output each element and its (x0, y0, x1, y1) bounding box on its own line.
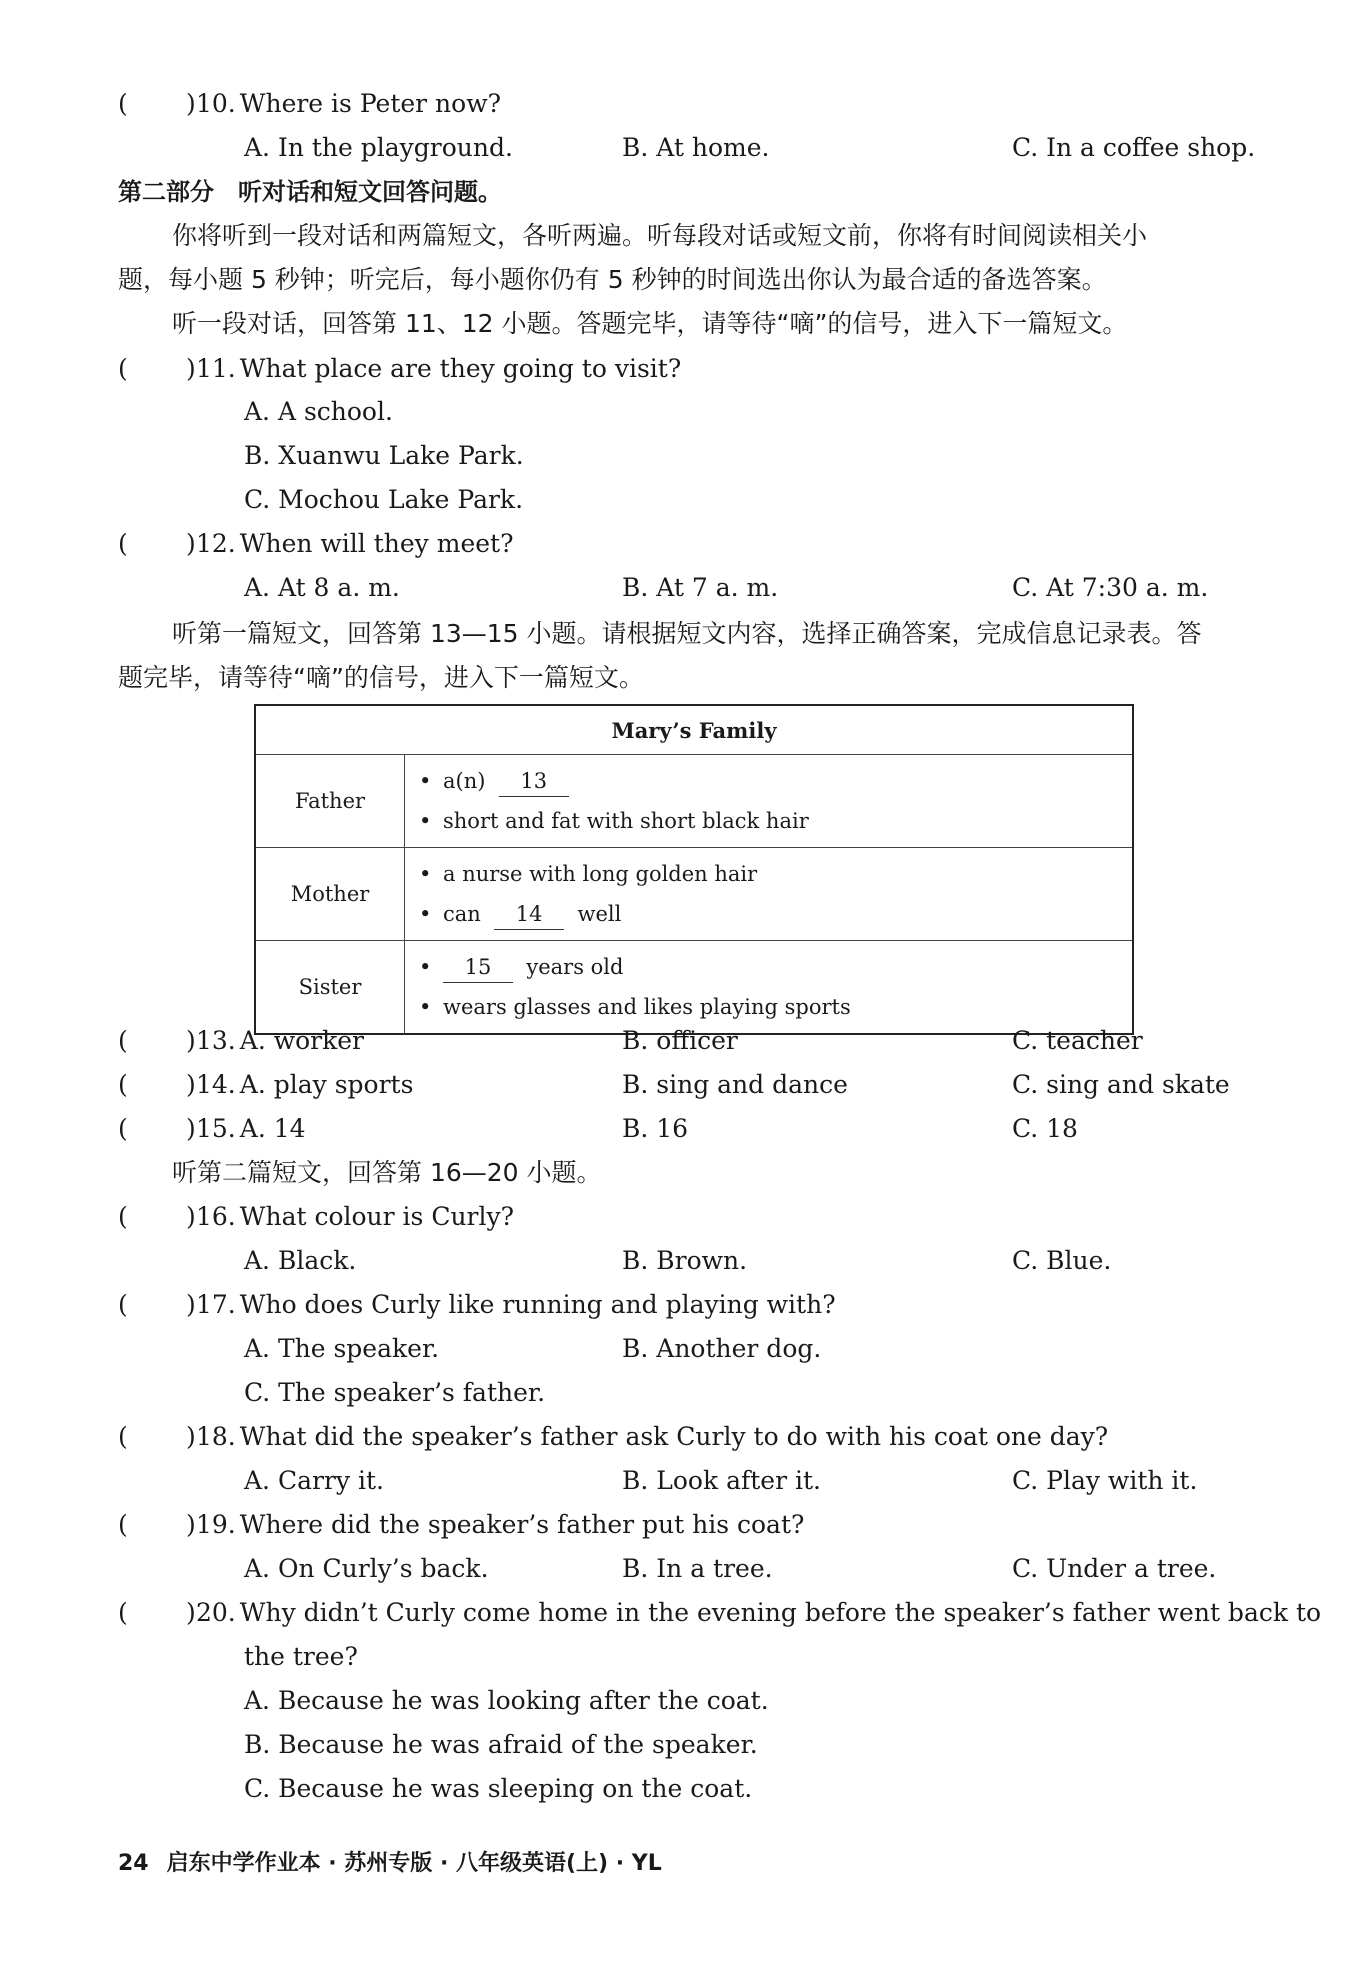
option-b: B. 16 (622, 1114, 689, 1143)
option-c: C. In a coffee shop. (1012, 133, 1256, 162)
answer-paren-open[interactable]: ( (118, 1202, 128, 1231)
question-number: 16. (196, 1202, 236, 1231)
option-c: C. The speaker’s father. (244, 1378, 546, 1407)
answer-paren-open[interactable]: ( (118, 1598, 128, 1627)
option-b: B. In a tree. (622, 1554, 773, 1583)
question-15 (0, 1107, 1350, 1151)
dialogue-instructions (0, 302, 1350, 346)
option-a-row (0, 390, 1350, 434)
question-18-options (0, 1459, 1350, 1503)
answer-paren-open[interactable]: ( (118, 1510, 128, 1539)
option-b: B. Look after it. (622, 1466, 821, 1495)
answer-paren-open[interactable]: ( (118, 354, 128, 383)
bullet-icon: • (419, 769, 432, 793)
answer-paren-close: ) (186, 1026, 196, 1055)
question-10 (0, 82, 1350, 126)
instructions-text: 听第一篇短文，回答第 13—15 小题。请根据短文内容，选择正确答案，完成信息记录表。答 (172, 619, 1202, 648)
option-a: A. Carry it. (244, 1466, 384, 1495)
option-c: C. Mochou Lake Park. (244, 485, 524, 514)
page-footer (118, 1846, 662, 1877)
info-record-table (254, 704, 1134, 1035)
question-text: What place are they going to visit? (239, 354, 682, 383)
answer-paren-open[interactable]: ( (118, 529, 128, 558)
section-title: 第二部分 听对话和短文回答问题。 (118, 178, 502, 206)
question-number: 15. (196, 1114, 236, 1143)
answer-paren-close: ) (186, 354, 196, 383)
option-b: B. sing and dance (622, 1070, 848, 1099)
blank-15[interactable]: 15 (443, 952, 513, 983)
row-label: Father (255, 755, 405, 848)
question-number: 10. (196, 89, 236, 118)
passage-2-instructions (0, 1151, 1350, 1195)
bullet-icon: • (419, 955, 432, 979)
option-a: A. The speaker. (244, 1334, 440, 1363)
question-13 (0, 1019, 1350, 1063)
option-c: C. At 7:30 a. m. (1012, 573, 1209, 602)
question-12 (0, 522, 1350, 566)
table-row-sister: Sister • 15 years old • wears glasses and likes playing sports (255, 941, 1133, 1035)
question-20-option-c-row (0, 1767, 1350, 1811)
question-17 (0, 1283, 1350, 1327)
question-16-options (0, 1239, 1350, 1283)
question-text: What colour is Curly? (239, 1202, 515, 1231)
bullet-icon: • (419, 809, 432, 833)
row-label: Sister (255, 941, 405, 1035)
page-number: 24 (118, 1851, 149, 1876)
answer-paren-close: ) (186, 89, 196, 118)
option-c: C. Because he was sleeping on the coat. (244, 1774, 753, 1803)
table-title: Mary’s Family (255, 705, 1133, 755)
bullet-icon: • (419, 902, 432, 926)
instructions-text: 听第二篇短文，回答第 16—20 小题。 (172, 1158, 602, 1187)
question-number: 18. (196, 1422, 236, 1451)
option-b: B. Xuanwu Lake Park. (244, 441, 524, 470)
answer-paren-close: ) (186, 1202, 196, 1231)
option-a: A. Black. (244, 1246, 357, 1275)
option-b: B. officer (622, 1026, 738, 1055)
question-20-option-b-row (0, 1723, 1350, 1767)
book-title: 启东中学作业本 · 苏州专版 · 八年级英语(上) · YL (166, 1851, 662, 1876)
option-a: A. worker (239, 1026, 365, 1055)
question-17-options (0, 1327, 1350, 1371)
option-b: B. Because he was afraid of the speaker. (244, 1730, 758, 1759)
question-20 (0, 1591, 1350, 1635)
option-a: A. A school. (244, 397, 393, 426)
question-text: When will they meet? (239, 529, 514, 558)
answer-paren-open[interactable]: ( (118, 1422, 128, 1451)
question-19-options (0, 1547, 1350, 1591)
option-b: B. At home. (622, 133, 770, 162)
question-12-options (0, 566, 1350, 610)
answer-paren-close: ) (186, 1510, 196, 1539)
option-a: A. On Curly’s back. (244, 1554, 489, 1583)
passage-1-instructions-2 (0, 656, 1350, 700)
passage-1-instructions-1 (0, 612, 1350, 656)
question-18 (0, 1415, 1350, 1459)
answer-paren-close: ) (186, 529, 196, 558)
option-a: A. play sports (239, 1070, 414, 1099)
option-b-row (0, 434, 1350, 478)
instructions-text: 听一段对话，回答第 11、12 小题。答题完毕，请等待“嘀”的信号，进入下一篇短文。 (172, 309, 1128, 338)
answer-paren-open[interactable]: ( (118, 89, 128, 118)
question-text: Where is Peter now? (239, 89, 502, 118)
question-number: 13. (196, 1026, 236, 1055)
option-c: C. Under a tree. (1012, 1554, 1217, 1583)
section-header (0, 170, 1350, 214)
answer-paren-open[interactable]: ( (118, 1114, 128, 1143)
question-text: What did the speaker’s father ask Curly to do with his coat one day? (239, 1422, 1109, 1451)
option-c: C. sing and skate (1012, 1070, 1230, 1099)
question-number: 14. (196, 1070, 236, 1099)
answer-paren-close: ) (186, 1070, 196, 1099)
option-a: A. At 8 a. m. (244, 573, 400, 602)
question-20-option-a-row (0, 1679, 1350, 1723)
instructions-text: 题，每小题 5 秒钟；听完后，每小题你仍有 5 秒钟的时间选出你认为最合适的备选答案。 (118, 265, 1107, 294)
answer-paren-open[interactable]: ( (118, 1070, 128, 1099)
question-16 (0, 1195, 1350, 1239)
answer-paren-close: ) (186, 1114, 196, 1143)
question-text: Who does Curly like running and playing with? (239, 1290, 836, 1319)
bullet-icon: • (419, 995, 432, 1019)
answer-paren-close: ) (186, 1598, 196, 1627)
instructions-line-1 (0, 214, 1350, 258)
option-c: C. Blue. (1012, 1246, 1112, 1275)
question-10-options (0, 126, 1350, 170)
option-c: C. 18 (1012, 1114, 1078, 1143)
option-b: B. At 7 a. m. (622, 573, 779, 602)
blank-13[interactable]: 13 (499, 766, 569, 797)
question-14 (0, 1063, 1350, 1107)
answer-paren-close: ) (186, 1422, 196, 1451)
question-text: Where did the speaker’s father put his coat? (239, 1510, 805, 1539)
answer-paren-close: ) (186, 1290, 196, 1319)
option-c: C. teacher (1012, 1026, 1143, 1055)
instructions-text: 你将听到一段对话和两篇短文，各听两遍。听每段对话或短文前，你将有时间阅读相关小 (172, 221, 1148, 250)
instructions-line-2 (0, 258, 1350, 302)
row-label: Mother (255, 848, 405, 941)
option-a: A. Because he was looking after the coat. (244, 1686, 769, 1715)
question-number: 19. (196, 1510, 236, 1539)
option-b: B. Brown. (622, 1246, 748, 1275)
answer-paren-open[interactable]: ( (118, 1290, 128, 1319)
answer-paren-open[interactable]: ( (118, 1026, 128, 1055)
question-number: 17. (196, 1290, 236, 1319)
option-a: A. In the playground. (244, 133, 513, 162)
question-19 (0, 1503, 1350, 1547)
question-17-option-c-row (0, 1371, 1350, 1415)
question-number: 11. (196, 354, 236, 383)
option-b: B. Another dog. (622, 1334, 822, 1363)
question-number: 12. (196, 529, 236, 558)
instructions-text: 题完毕，请等待“嘀”的信号，进入下一篇短文。 (118, 663, 644, 692)
bullet-icon: • (419, 862, 432, 886)
table-row-father: Father • a(n) 13 • short and fat with short black hair (255, 755, 1133, 848)
option-c-row (0, 478, 1350, 522)
blank-14[interactable]: 14 (494, 899, 564, 930)
table-row-mother: Mother • a nurse with long golden hair • can 14 well (255, 848, 1133, 941)
option-c: C. Play with it. (1012, 1466, 1198, 1495)
question-11 (0, 347, 1350, 391)
question-number: 20. (196, 1598, 236, 1627)
question-text: Why didn’t Curly come home in the evening before the speaker’s father went back to (239, 1598, 1322, 1627)
option-a: A. 14 (239, 1114, 306, 1143)
question-20-cont (0, 1635, 1350, 1679)
question-text: the tree? (244, 1642, 358, 1671)
